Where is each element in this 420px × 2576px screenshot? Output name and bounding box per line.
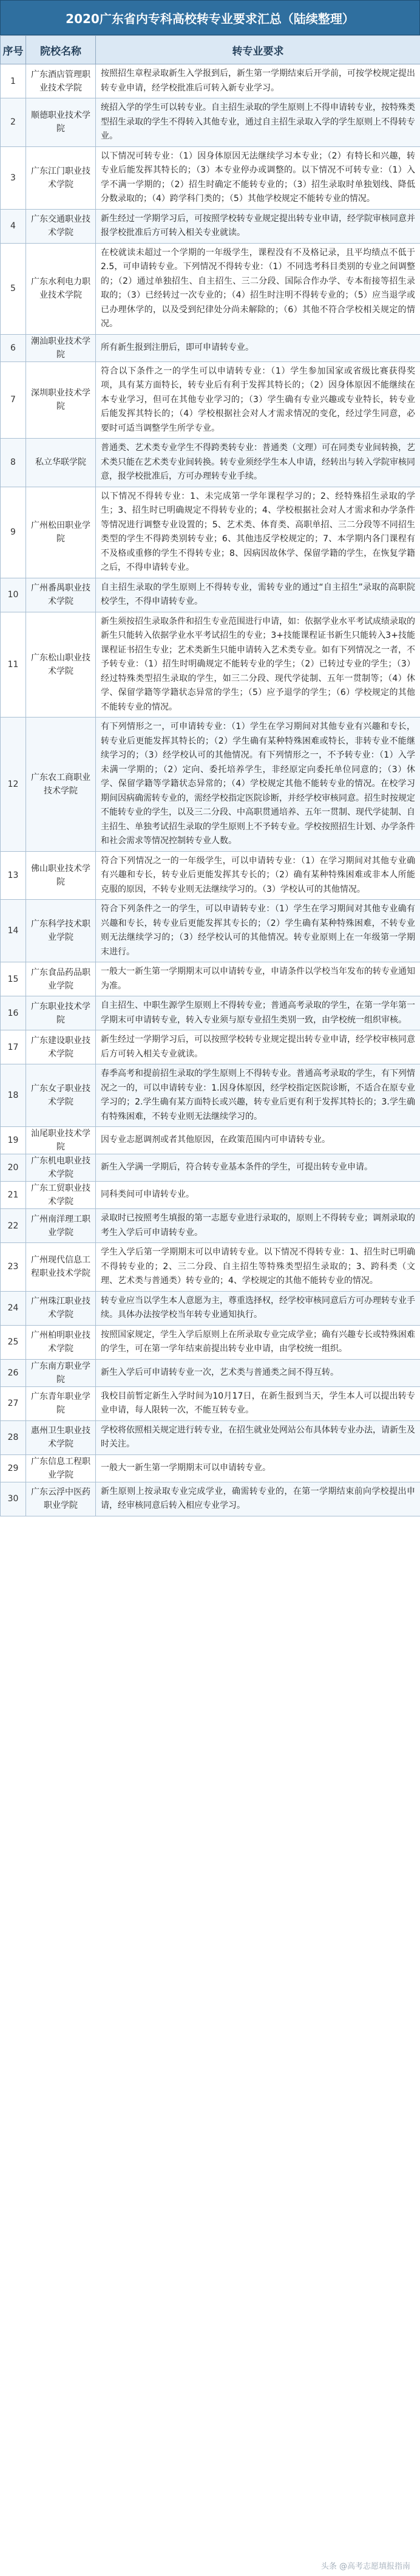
table-row [1,1154,420,1182]
sheet-title: 2020广东省内专科高校转专业要求汇总（陆续整理） [0,0,420,35]
transfer-requirement: 转专业应当以学生本人意愿为主，尊重选择权，经学校审核同意后方可办理转专业手续。具体办法按学校当年转专业通知执行。 [96,1291,420,1325]
school-name: 广东南方职业学院 [26,1359,96,1386]
transfer-requirement: 普通类、艺术类专业学生不得跨类转专业：普通类（文理）可在同类专业间转换，艺术类只能在艺术类专业间转换。转专业须经学生本人申请，经转出与转入学院审核同意，报学校批准后，方可办理转专业手续。 [96,439,420,487]
transfer-requirement: 一般大一新生第一学期期末可以申请转专业，申请条件以学校当年发布的转专业通知为准。 [96,962,420,996]
transfer-requirement: 新生经过一学期学习后，可按照学校转专业规定提出转专业申请，经学院审核同意并报学校批准后方可转入相关专业就读。 [96,209,420,243]
transfer-requirement: 新生入学满一学期后，符合转专业基本条件的学生，可提出转专业申请。 [96,1154,420,1182]
row-number: 2 [1,98,26,147]
row-number: 9 [1,487,26,578]
row-number: 20 [1,1154,26,1182]
transfer-requirement: 符合下列情况之一的一年级学生，可以申请转专业：（1）在学习期间对其他专业确有兴趣和专长，转专业后更能发挥其专长的；（2）确有某种特殊困难或非本人所能克服的原因，不转专业则无法继续学习的。（3）学校认可的其他情况。 [96,851,420,900]
table-row [1,64,420,98]
row-number: 13 [1,851,26,900]
row-number: 10 [1,578,26,612]
school-name: 广东农工商职业技术学院 [26,718,96,852]
row-number: 21 [1,1182,26,1209]
table-row [1,243,420,334]
school-name: 广东青年职业学院 [26,1386,96,1420]
transfer-requirement: 我校目前暂定新生入学时间为10月17日，在新生报到当天，学生本人可以提出转专业申请，每人限转一次，不能互转专业。 [96,1386,420,1420]
row-number: 23 [1,1243,26,1292]
school-name: 广州松田职业学院 [26,487,96,578]
table-row [1,578,420,612]
school-name: 广东酒店管理职业技术学院 [26,64,96,98]
school-name: 广东松山职业技术学院 [26,612,96,718]
row-number: 14 [1,900,26,962]
school-name: 广州珠江职业技术学院 [26,1291,96,1325]
school-name: 顺德职业技术学院 [26,98,96,147]
transfer-requirement: 所有新生报到注册后，即可申请转专业。 [96,334,420,361]
transfer-requirement: 有下列情形之一，可申请转专业：（1）学生在学习期间对其他专业有兴趣和专长，转专业后更能发挥其特长的；（2）学生确有某种特殊困难或特长，非转专业不能继续学习的；（3）经学校认可的其他情况。有下列情形之一，不予转专业：（1）入学未满一学期的；（2）定向、委托培养学生，非经原定向委托单位同意的；（3）休学、保留学籍等学籍状态异常的；（4）学校规定其他不能转专业的情况。在校学习期间因病确需转专业的，需经学校指定医院诊断，并经学校审核同意。招生时按规定不能转专业的学生，以及三二分段、中高职贯通培养、五年一贯制、现代学徒制、自主招生、单独考试招生录取的学生原则上不予转专业。学校按照招生计划、办学条件和社会需求等情况控制转专业人数。 [96,718,420,852]
row-number: 7 [1,361,26,439]
table-row [1,98,420,147]
transfer-requirement: 以下情况不得转专业：1、未完成第一学年课程学习的；2、经特殊招生录取的学生；3、招生时已明确规定不得转专业的；4、学校根据社会对人才需求和办学条件等情况进行调整专业设置的；5、艺术类、体育类、高职单招、三二分段等不同招生类型的学生不得跨类别转专业；6、其他违反学校规定的；7、本学期内各门课程有不及格或重修的学生不得转专业；8、因病因故休学、保留学籍的学生，在恢复学籍之后，不得申请转专业。 [96,487,420,578]
transfer-requirement: 以下情况可转专业：（1）因身体原因无法继续学习本专业；（2）有特长和兴趣，转专业后能发挥其特长的；（3）本专业停办或调整的。以下情况不可转专业：（1）入学不满一学期的；（2）招生时确定不能转专业的；（3）招生录取时单独划线、降低分数录取的；（4）跨学科门类的；（5）其他学校规定不能转专业的情况。 [96,146,420,209]
table-row [1,612,420,718]
transfer-requirement: 自主招生录取的学生原则上不得转专业，需转专业的通过“自主招生”录取的高职院校学生，不得申请转专业。 [96,578,420,612]
school-name: 广东机电职业技术学院 [26,1154,96,1182]
transfer-requirement: 符合下列条件之一的学生，可以申请转专业：（1）学生在学习期间对其他专业确有兴趣和专长，转专业后更能发挥其专长的；（2）学生确有某种特殊困难，不转专业则无法继续学习的；（3）经学校认可的其他情况。转专业原则上在一年级第一学期末进行。 [96,900,420,962]
transfer-requirement: 同科类间可申请转专业。 [96,1182,420,1209]
header-req: 转专业要求 [96,36,420,64]
transfer-requirement: 学校将依照相关规定进行转专业，在招生就业处网站公布具体转专业办法，请新生及时关注。 [96,1420,420,1454]
school-name: 广东交通职业技术学院 [26,209,96,243]
school-name: 潮汕职业技术学院 [26,334,96,361]
transfer-requirement: 按照国家规定，学生入学后原则上在所录取专业完成学业；确有兴趣专长或特殊困难的学生，可在第一学年结束前提出转专业申请，由学校统一组织。 [96,1325,420,1359]
table-row [1,1454,420,1482]
table-row [1,1209,420,1243]
transfer-requirement: 符合以下条件之一的学生可以申请转专业：（1）学生参加国家或省级比赛获得奖项，具有某方面特长，转专业后有利于发挥其特长的；（2）因身体原因不能继续在本专业学习，但可在其他专业学习的；（3）学生确有专业兴趣或专业特长，转专业后能发挥其特长的；（4）学校根据社会对人才需求情况的变化，经过学生同意，必要时可适当调整学生所学专业。 [96,361,420,439]
school-name: 广东女子职业技术学院 [26,1064,96,1127]
row-number: 15 [1,962,26,996]
table-row [1,900,420,962]
table-row [1,1030,420,1064]
row-number: 19 [1,1127,26,1154]
school-name: 广东科学技术职业学院 [26,900,96,962]
row-number: 16 [1,996,26,1030]
school-name: 广州现代信息工程职业技术学院 [26,1243,96,1292]
row-number: 29 [1,1454,26,1482]
table-row [1,1291,420,1325]
school-name: 惠州卫生职业技术学院 [26,1420,96,1454]
row-number: 4 [1,209,26,243]
table-row [1,1325,420,1359]
transfer-requirement: 新生须按招生录取条件和招生专业范围进行申请，如：依据学业水平考试成绩录取的新生只能转入依据学业水平考试招生的专业；3+技能课程证书新生只能转入3+技能课程证书招生专业；艺术类新生只能申请转入艺术类专业。如有下列情况之一者，不予转专业：（1）招生时明确规定不能转专业的学生；（2）已转过专业的学生；（3）经过特殊类型招生录取的学生，如三二分段、现代学徒制、五年一贯制等；（4）休学、保留学籍等学籍状态异常的学生；（5）应予退学的学生；（6）学校规定的其他不能转专业的情况。 [96,612,420,718]
school-name: 广东水利电力职业技术学院 [26,243,96,334]
transfer-requirement: 录取时已按照考生填报的第一志愿专业进行录取的，原则上不得转专业；调剂录取的考生入学后可申请转专业。 [96,1209,420,1243]
row-number: 8 [1,439,26,487]
transfer-requirement: 一般大一新生第一学期期末可以申请转专业。 [96,1454,420,1482]
row-number: 25 [1,1325,26,1359]
header-row [1,36,420,64]
school-name: 私立华联学院 [26,439,96,487]
transfer-requirement: 统招入学的学生可以转专业。自主招生录取的学生原则上不得申请转专业，按特殊类型招生录取的学生不得转入其他专业，通过自主招生录取入学的学生原则上不得转专业。 [96,98,420,147]
table-row [1,1359,420,1386]
school-name: 广东职业技术学院 [26,996,96,1030]
table-row [1,1064,420,1127]
table-row [1,1243,420,1292]
table-row [1,1482,420,1516]
school-name: 广东工贸职业技术学院 [26,1182,96,1209]
table-row [1,146,420,209]
school-name: 广州柏明职业技术学院 [26,1325,96,1359]
row-number: 18 [1,1064,26,1127]
row-number: 28 [1,1420,26,1454]
row-number: 26 [1,1359,26,1386]
table-row [1,209,420,243]
row-number: 24 [1,1291,26,1325]
table-body [1,64,420,1516]
table-row [1,718,420,852]
row-number: 22 [1,1209,26,1243]
transfer-requirement: 新生经过一学期学习后，可以按照学校转专业规定提出转专业申请，经学校审核同意后方可转入相关专业就读。 [96,1030,420,1064]
table-row [1,334,420,361]
table-row [1,1386,420,1420]
row-number: 11 [1,612,26,718]
row-number: 17 [1,1030,26,1064]
header-no: 序号 [1,36,26,64]
policy-table [0,35,420,1516]
school-name: 广东食品药品职业学院 [26,962,96,996]
transfer-requirement: 按照招生章程录取新生入学报到后，新生第一学期结束后开学前，可按学校规定提出转专业申请，经学校批准后可转入新专业学习。 [96,64,420,98]
row-number: 12 [1,718,26,852]
school-name: 广州南洋理工职业学院 [26,1209,96,1243]
school-name: 广东信息工程职业学院 [26,1454,96,1482]
row-number: 5 [1,243,26,334]
table-row [1,361,420,439]
row-number: 6 [1,334,26,361]
table-row [1,1127,420,1154]
transfer-requirement: 因专业志愿调剂或者其他原因，在政策范围内可申请转专业。 [96,1127,420,1154]
row-number: 30 [1,1482,26,1516]
school-name: 广东江门职业技术学院 [26,146,96,209]
transfer-requirement: 自主招生、中职生源学生原则上不得转专业；普通高考录取的学生，在第一学年第一学期末可申请转专业，转入专业须与原专业招生类别一致，由学校统一组织审核。 [96,996,420,1030]
school-name: 广州番禺职业技术学院 [26,578,96,612]
row-number: 3 [1,146,26,209]
transfer-requirement: 学生入学后第一学期期末可以申请转专业。以下情况不得转专业：1、招生时已明确不得转专业的；2、三二分段、自主招生等特殊类型招生录取的；3、跨科类（文理、艺术类与普通类）转专业的；4、学校规定的其他不能转专业的情况。 [96,1243,420,1292]
header-name: 院校名称 [26,36,96,64]
table-row [1,1182,420,1209]
school-name: 汕尾职业技术学院 [26,1127,96,1154]
school-name: 深圳职业技术学院 [26,361,96,439]
table-row [1,996,420,1030]
row-number: 27 [1,1386,26,1420]
transfer-requirement: 在校就读未超过一个学期的一年级学生，课程没有不及格记录，且平均绩点不低于2.5，可申请转专业。下列情况不得转专业：（1）不同选考科目类别的专业之间调整的；（2）通过单独招生、自主招生、三二分段、国际合作办学、专本衔接等招生录取的；（3）已经转过一次专业的；（4）招生时注明不得转专业的；（5）应当退学或已办理休学的，以及受到纪律处分尚未解除的；（6）其他不符合学校相关规定的情况。 [96,243,420,334]
table-row [1,962,420,996]
school-name: 佛山职业技术学院 [26,851,96,900]
transfer-requirement: 春季高考和提前招生录取的学生原则上不得转专业。普通高考录取的学生，有下列情况之一的，可以申请转专业：1.因身体原因，经学校指定医院诊断，不适合在原专业学习的；2.学生确有某方面特长或兴趣，转专业后更有利于发挥其特长的；3.学生确有特殊困难，不转专业则无法继续学习的。 [96,1064,420,1127]
table-row [1,487,420,578]
transfer-requirement: 新生入学后可申请转专业一次，艺术类与普通类之间不得互转。 [96,1359,420,1386]
watermark-text: 头条 @高考志愿填报指南 [320,2562,410,2571]
table-row [1,851,420,900]
table-row [1,1420,420,1454]
row-number: 1 [1,64,26,98]
transfer-requirement: 新生原则上按录取专业完成学业，确需转专业的，在第一学期结束前向学校提出申请，经审核同意后转入相应专业学习。 [96,1482,420,1516]
school-name: 广东建设职业技术学院 [26,1030,96,1064]
school-name: 广东云浮中医药职业学院 [26,1482,96,1516]
table-row [1,439,420,487]
